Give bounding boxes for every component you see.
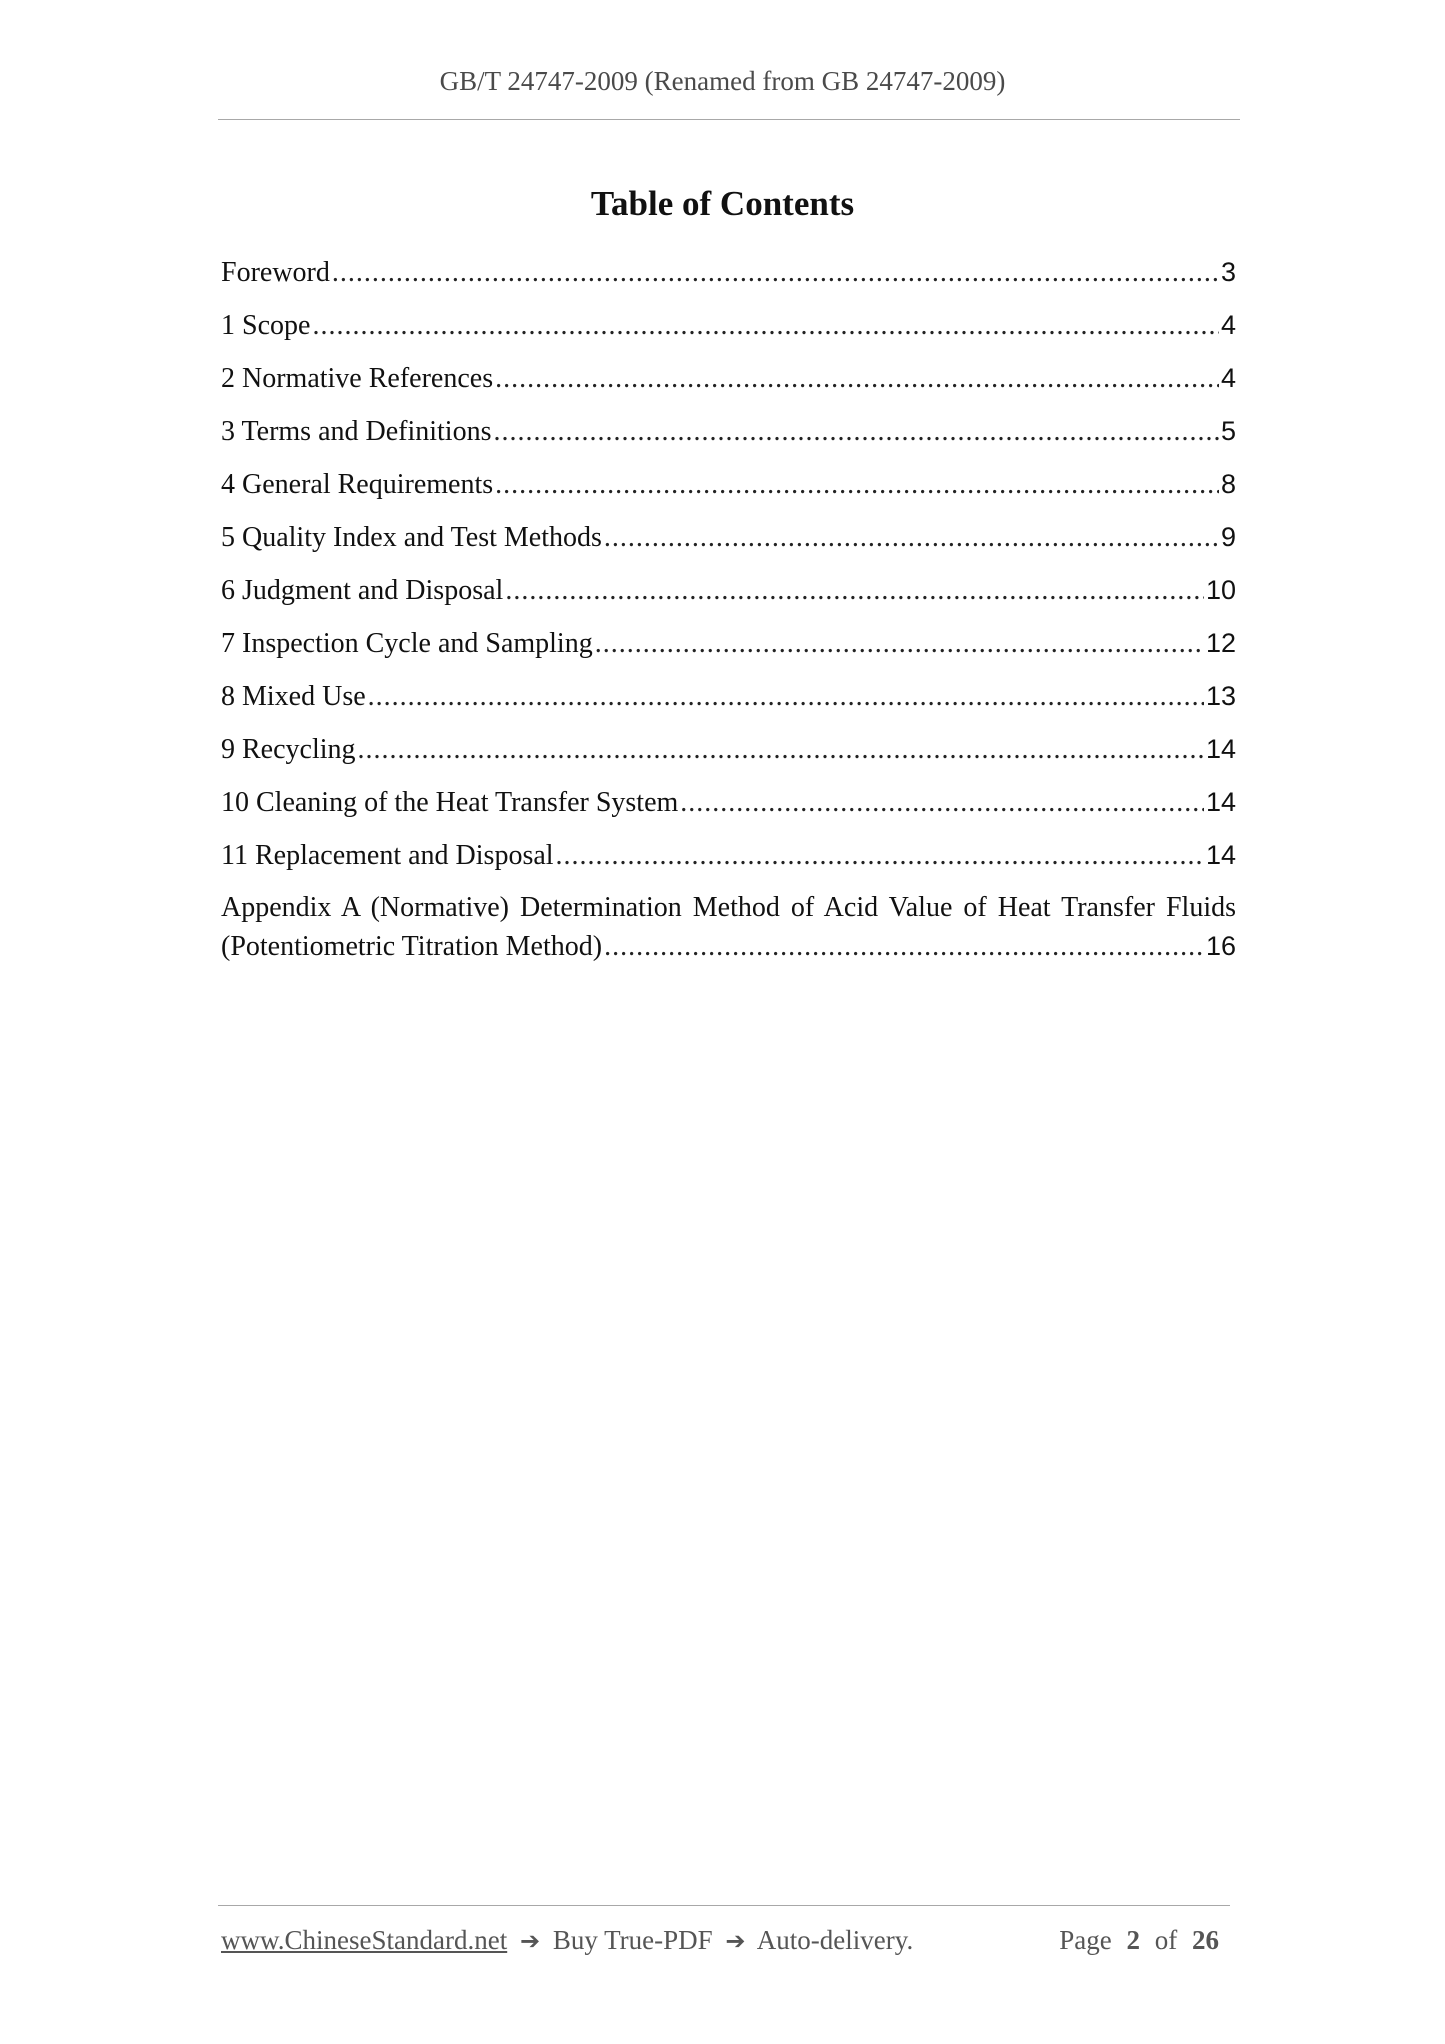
dot-leader [368, 678, 1204, 716]
toc-entry-text[interactable]: 5 Quality Index and Test Methods [221, 522, 602, 553]
toc-list [221, 253, 1236, 969]
dot-leader [332, 254, 1219, 292]
buy-text: Buy True-PDF [552, 1925, 713, 1955]
toc-entry-appendix-a[interactable] [221, 889, 1236, 969]
toc-entry-terms-definitions[interactable] [221, 412, 1236, 465]
dot-leader [495, 466, 1219, 504]
toc-entry-mixed-use[interactable] [221, 677, 1236, 730]
toc-entry-text[interactable]: 1 Scope [221, 310, 311, 341]
dot-leader [493, 413, 1218, 451]
arrow-right-icon: ➔ [725, 1927, 746, 1955]
toc-entry-text[interactable]: 3 Terms and Definitions [221, 416, 492, 447]
dot-leader [604, 519, 1219, 557]
toc-entry-text[interactable]: 2 Normative References [221, 363, 494, 394]
site-link[interactable]: www.ChineseStandard.net [221, 1925, 508, 1955]
toc-entry-recycling[interactable] [221, 730, 1236, 783]
toc-entry-text[interactable]: Appendix A (Normative) Determination Method of Acid Value of Heat Transfer Fluids [221, 892, 1236, 923]
toc-entry-page: 4 [1220, 363, 1236, 393]
toc-entry-text[interactable]: 8 Mixed Use [221, 681, 366, 712]
toc-entry-page: 16 [1205, 931, 1236, 961]
running-header: GB/T 24747-2009 (Renamed from GB 24747-2009) [439, 66, 1006, 96]
toc-entry-page: 14 [1205, 787, 1236, 817]
toc-entry-page: 8 [1220, 469, 1236, 499]
toc-entry-page: 5 [1220, 416, 1236, 446]
toc-entry-page: 4 [1220, 310, 1236, 340]
toc-entry-text[interactable]: Foreword [221, 257, 330, 288]
toc-entry-text[interactable]: 10 Cleaning of the Heat Transfer System [221, 787, 679, 818]
toc-entry-text[interactable]: 4 General Requirements [221, 469, 494, 500]
dot-leader [595, 625, 1204, 663]
dot-leader [358, 731, 1204, 769]
page-indicator [1059, 1925, 1227, 1956]
arrow-right-icon: ➔ [519, 1927, 541, 1955]
dot-leader [556, 837, 1204, 875]
toc-entry-page: 9 [1220, 522, 1236, 552]
footer-divider [218, 1905, 1230, 1906]
toc-entry-page: 3 [1220, 257, 1236, 287]
of-label: of [1154, 1925, 1178, 1955]
toc-entry-inspection-cycle[interactable] [221, 624, 1236, 677]
toc-entry-text[interactable]: 9 Recycling [221, 734, 356, 765]
page-label: Page [1059, 1925, 1112, 1955]
toc-entry-text[interactable]: 7 Inspection Cycle and Sampling [221, 628, 593, 659]
dot-leader [680, 784, 1204, 822]
toc-entry-text[interactable]: 11 Replacement and Disposal [221, 840, 554, 871]
header-divider [218, 119, 1240, 120]
toc-entry-replacement[interactable] [221, 836, 1236, 889]
toc-entry-page: 12 [1205, 628, 1236, 658]
dot-leader [505, 572, 1204, 610]
toc-entry-text-continued[interactable]: (Potentiometric Titration Method) [221, 931, 603, 962]
toc-entry-page: 10 [1205, 575, 1236, 605]
toc-entry-text[interactable]: 6 Judgment and Disposal [221, 575, 504, 606]
toc-entry-page: 14 [1205, 734, 1236, 764]
toc-entry-foreword[interactable] [221, 253, 1236, 306]
toc-entry-cleaning[interactable] [221, 783, 1236, 836]
page-number: 2 [1126, 1925, 1140, 1955]
dot-leader [495, 360, 1219, 398]
toc-entry-quality-index[interactable] [221, 518, 1236, 571]
toc-entry-page: 14 [1205, 840, 1236, 870]
dot-leader [312, 307, 1219, 345]
toc-title: Table of Contents [590, 184, 855, 223]
page-total: 26 [1192, 1925, 1219, 1955]
toc-entry-general-requirements[interactable] [221, 465, 1236, 518]
toc-entry-scope[interactable] [221, 306, 1236, 359]
dot-leader [604, 928, 1204, 966]
toc-entry-judgment-disposal[interactable] [221, 571, 1236, 624]
footer-promo [221, 1925, 913, 1956]
toc-entry-page: 13 [1205, 681, 1236, 711]
delivery-text: Auto-delivery. [756, 1925, 914, 1955]
toc-entry-normative-references[interactable] [221, 359, 1236, 412]
